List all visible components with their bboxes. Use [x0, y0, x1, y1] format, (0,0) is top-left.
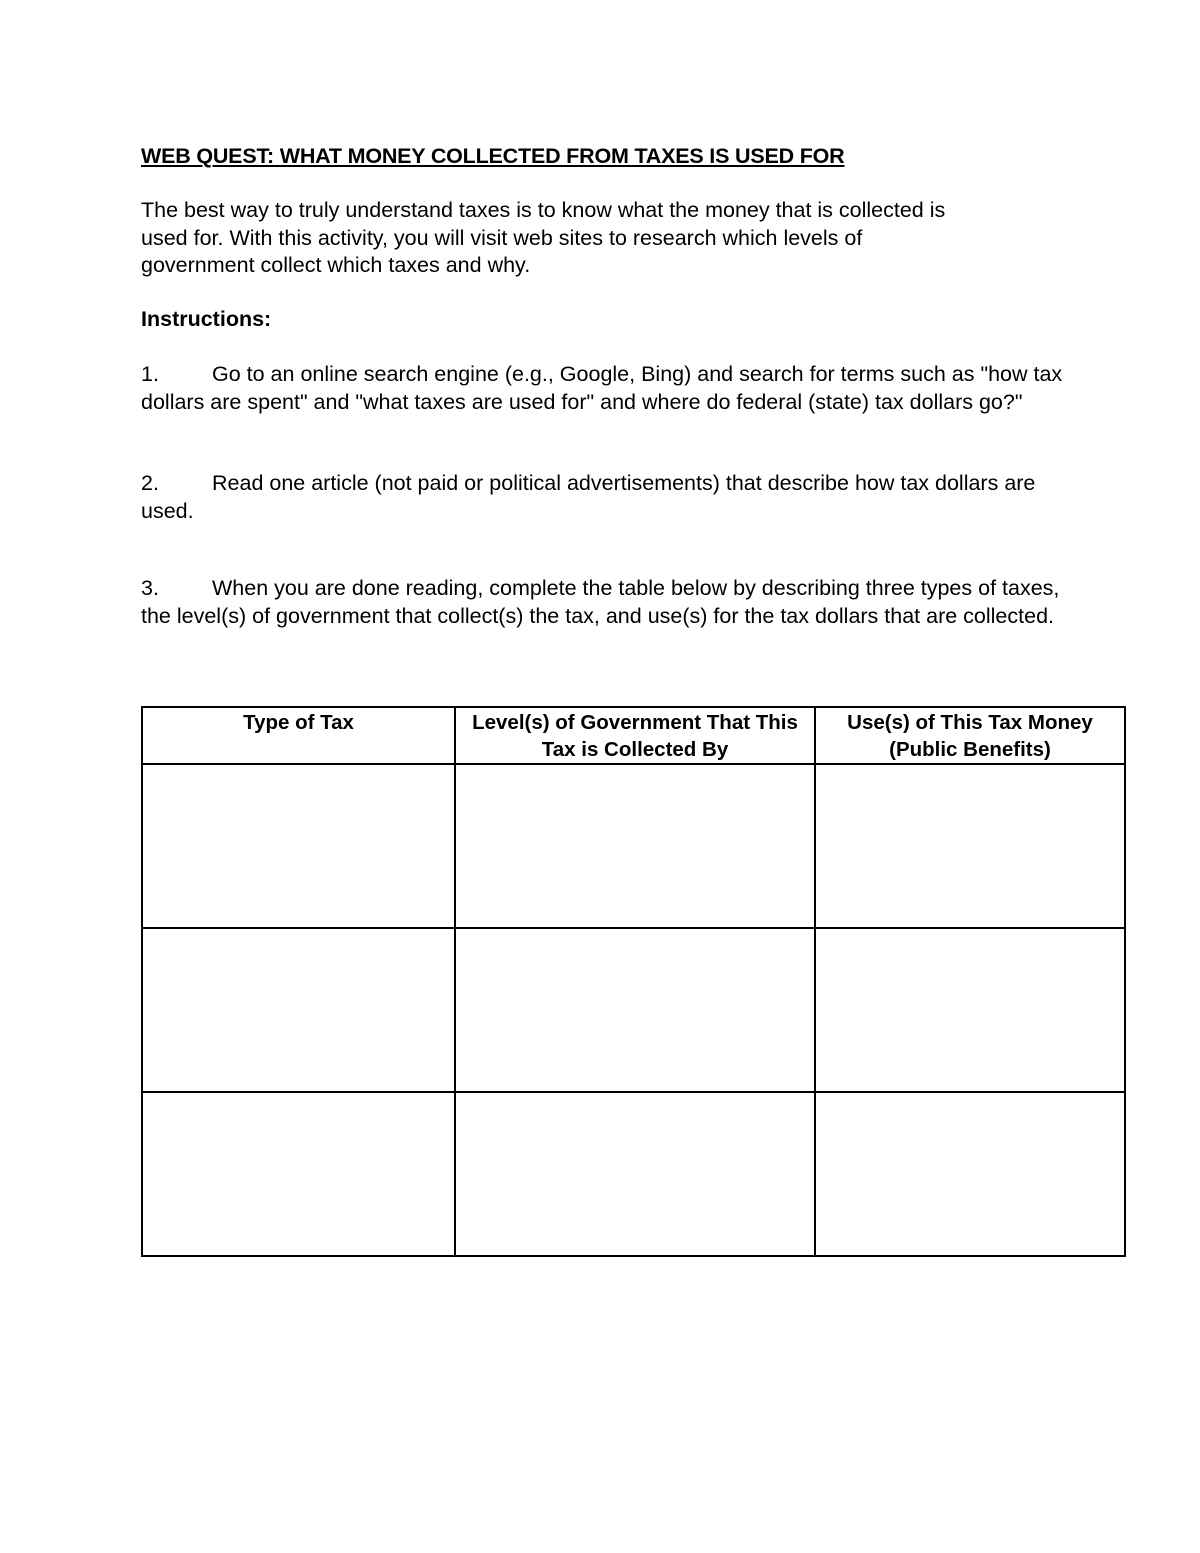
- table-row: [142, 764, 1125, 928]
- page-title: WEB QUEST: WHAT MONEY COLLECTED FROM TAXES IS USED FOR: [141, 144, 845, 168]
- step-number: 2.: [141, 471, 159, 495]
- table-row: [142, 928, 1125, 1092]
- step-text: When you are done reading, complete the table below by describing three types of taxes, the level(s) of government that collect(s) the tax, and use(s) for the tax dollars that are collected.: [141, 576, 1060, 628]
- type-of-tax-cell[interactable]: [142, 1092, 455, 1256]
- step-text: Go to an online search engine (e.g., Google, Bing) and search for terms such as "how tax dollars are spent" and "what taxes are used for" and where do federal (state) tax dollars go?": [141, 362, 1063, 414]
- government-level-cell[interactable]: [455, 764, 815, 928]
- header-government-level: Level(s) of Government That This Tax is Collected By: [455, 707, 815, 764]
- tax-uses-cell[interactable]: [815, 764, 1125, 928]
- instructions-heading: Instructions:: [141, 307, 272, 331]
- intro-paragraph: The best way to truly understand taxes is to know what the money that is collected is used for. With this activity, you will visit web sites to research which levels of government collect which taxes and why.: [141, 198, 946, 277]
- step-text: Read one article (not paid or political advertisements) that describe how tax dollars are used.: [141, 471, 1036, 523]
- step-number: 3.: [141, 576, 159, 600]
- instruction-step-1: [141, 361, 1071, 416]
- instruction-step-3: [141, 575, 1071, 630]
- step-number: 1.: [141, 362, 159, 386]
- tax-table: [141, 706, 1126, 1257]
- type-of-tax-cell[interactable]: [142, 764, 455, 928]
- header-tax-uses: Use(s) of This Tax Money (Public Benefits): [815, 707, 1125, 764]
- header-type-of-tax: Type of Tax: [142, 707, 455, 764]
- table-header-row: [142, 707, 1125, 764]
- table-row: [142, 1092, 1125, 1256]
- government-level-cell[interactable]: [455, 1092, 815, 1256]
- government-level-cell[interactable]: [455, 928, 815, 1092]
- type-of-tax-cell[interactable]: [142, 928, 455, 1092]
- tax-uses-cell[interactable]: [815, 1092, 1125, 1256]
- instruction-step-2: [141, 470, 1071, 525]
- tax-uses-cell[interactable]: [815, 928, 1125, 1092]
